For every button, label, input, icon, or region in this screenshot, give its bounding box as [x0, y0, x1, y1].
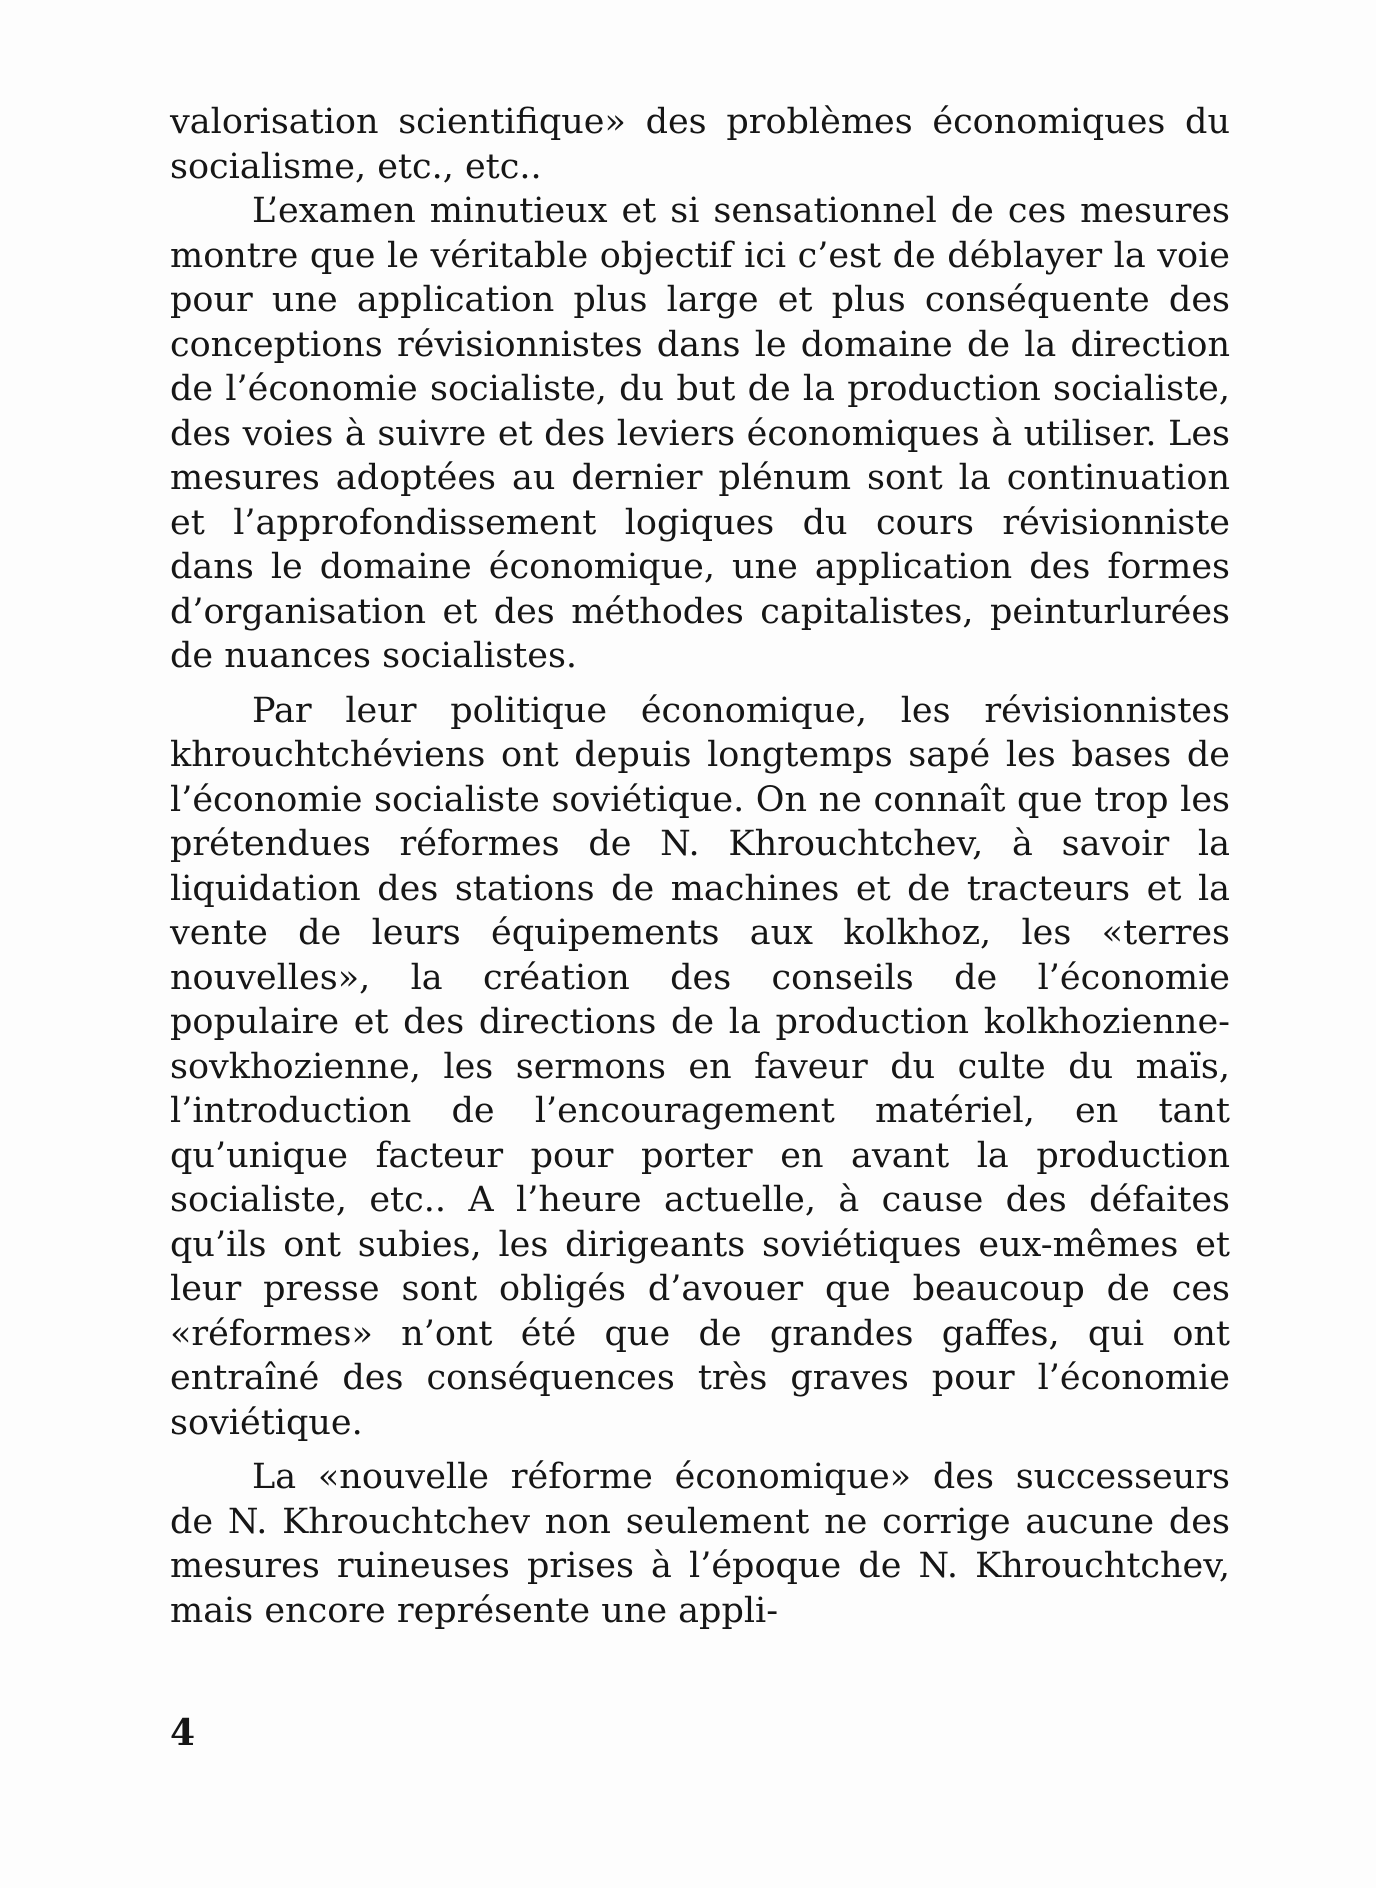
paragraph-1: valorisation scientifique» des problèmes économiques du socialisme, etc., etc..	[170, 102, 1230, 187]
paragraph-2: L’examen minutieux et si sensationnel de ces mesures montre que le véritable objectif ici c’est de déblayer la voie pour une application plus large et plus conséquente des conceptions révisionnistes dans le domaine de la direction de l’économie socialiste, du but de la production socialiste, des voies à suivre et des leviers économiques à utiliser. Les mesures adoptées au dernier plénum sont la continuation et l’approfondissement logiques du cours révisionniste dans le domaine économique, une application des formes d’organisation et des méthodes capitalistes, peinturlurées de nuances socialistes.	[170, 191, 1230, 676]
paragraph-3: Par leur politique économique, les révisionnistes khrouchtchéviens ont depuis longtemps sapé les bases de l’économie socialiste soviétique. On ne connaît que trop les prétendues réformes de N. Khrouchtchev, à savoir la liquidation des stations de machines et de tracteurs et la vente de leurs équipements aux kolkhoz, les «terres nouvelles», la création des conseils de l’économie populaire et des directions de la production kolkhozienne-sovkhozienne, les sermons en faveur du culte du maïs, l’introduction de l’encouragement matériel, en tant qu’unique facteur pour porter en avant la production socialiste, etc.. A l’heure actuelle, à cause des défaites qu’ils ont subies, les dirigeants soviétiques eux-mêmes et leur presse sont obligés d’avouer que beaucoup de ces «réformes» n’ont été que de grandes gaffes, qui ont entraîné des conséquences très graves pour l’économie soviétique.	[170, 690, 1230, 1443]
paragraph-4: La «nouvelle réforme économique» des successeurs de N. Khrouchtchev non seulement ne corrige aucune des mesures ruineuses prises à l’époque de N. Khrouchtchev, mais encore représente une appli-	[170, 1457, 1230, 1631]
body-text	[170, 100, 1230, 1633]
page-number: 4	[170, 1712, 196, 1754]
